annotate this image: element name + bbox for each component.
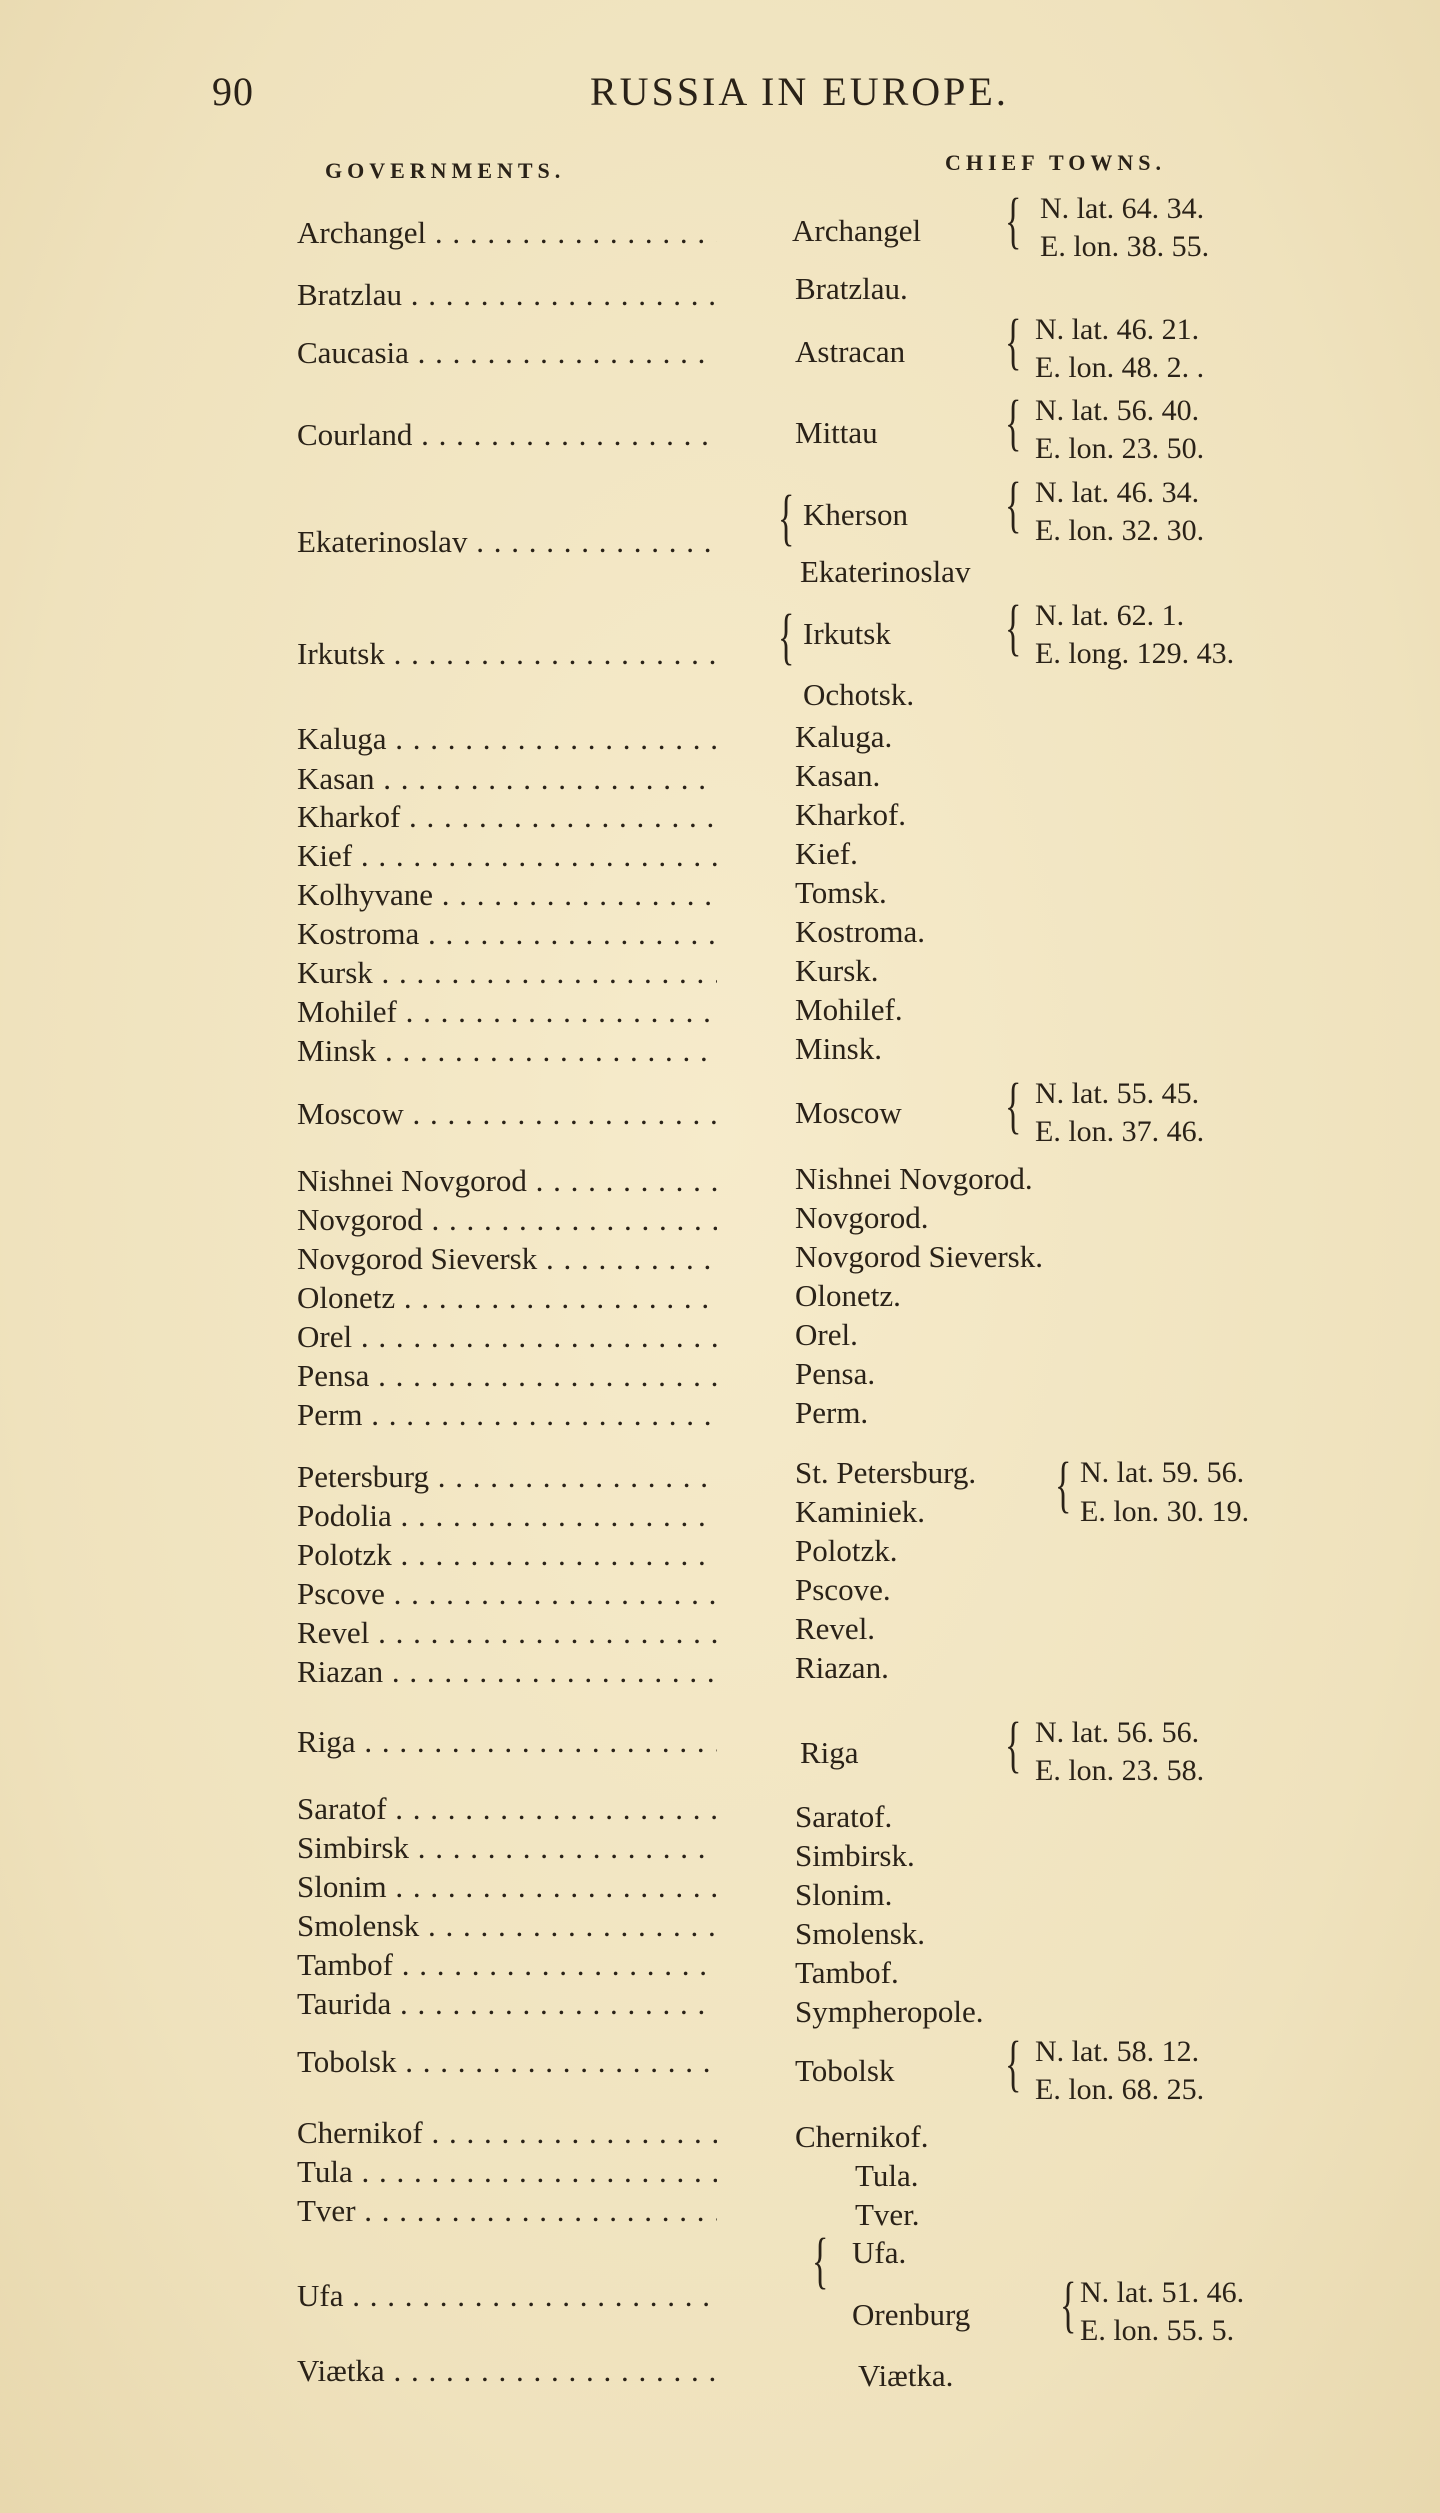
- government-entry: Nishnei Novgorod . . .: [297, 1162, 717, 1200]
- coordinate-lat: N. lat. 46. 34.: [1035, 476, 1200, 509]
- brace-icon: {: [1005, 187, 1022, 255]
- government-entry: Mohilef . . .: [297, 993, 717, 1031]
- coordinate-lat: N. lat. 58. 12.: [1035, 2035, 1200, 2068]
- coordinate-lat: N. lat. 59. 56.: [1080, 1456, 1245, 1489]
- government-entry: Kursk . . .: [297, 954, 717, 992]
- brace-icon: {: [778, 484, 795, 552]
- town-entry: Ekaterinoslav: [800, 554, 971, 589]
- town-entry: Orel.: [795, 1317, 858, 1352]
- coordinate-lat: N. lat. 46. 21.: [1035, 313, 1200, 346]
- town-entry: Chernikof.: [795, 2119, 929, 2154]
- government-entry: Chernikof . . .: [297, 2114, 717, 2152]
- town-entry: Pscove.: [795, 1572, 891, 1607]
- brace-icon: {: [1060, 2271, 1077, 2339]
- coordinate-lat: N. lat. 51. 46.: [1080, 2276, 1245, 2309]
- town-entry: Kasan.: [795, 758, 881, 793]
- government-entry: Riazan . . .: [297, 1653, 717, 1691]
- town-entry: Tomsk.: [795, 875, 887, 910]
- town-entry: Orenburg: [852, 2297, 971, 2332]
- government-entry: Viætka . . .: [297, 2352, 717, 2390]
- page-title: RUSSIA IN EUROPE.: [590, 69, 1009, 114]
- town-entry: Kharkof.: [795, 797, 907, 832]
- government-entry: Olonetz . . .: [297, 1279, 717, 1317]
- government-entry: Ekaterinoslav . . .: [297, 523, 717, 561]
- coordinate-lon: E. lon. 30. 19.: [1080, 1495, 1250, 1528]
- government-entry: Smolensk . . .: [297, 1907, 717, 1945]
- government-entry: Taurida . . .: [297, 1985, 717, 2023]
- town-entry: Tobolsk: [795, 2053, 895, 2088]
- coordinate-lon: E. lon. 23. 58.: [1035, 1754, 1205, 1787]
- town-entry: Tver.: [855, 2197, 920, 2232]
- government-entry: Moscow . . .: [297, 1095, 717, 1133]
- brace-icon: {: [778, 603, 795, 671]
- town-entry: Simbirsk.: [795, 1838, 915, 1873]
- page-header: [0, 68, 1440, 128]
- town-entry: Revel.: [795, 1611, 876, 1646]
- town-entry: Irkutsk: [803, 616, 891, 651]
- coordinate-lon: E. long. 129. 43.: [1035, 637, 1235, 670]
- coordinate-lon: E. lon. 32. 30.: [1035, 514, 1205, 547]
- town-entry: Astracan: [795, 334, 906, 369]
- town-entry: Minsk.: [795, 1031, 882, 1066]
- town-entry: Moscow: [795, 1095, 902, 1130]
- brace-icon: {: [1005, 2030, 1022, 2098]
- coordinate-lat: N. lat. 55. 45.: [1035, 1077, 1200, 1110]
- government-entry: Kolhyvane . . .: [297, 876, 717, 914]
- government-entry: Tver . . .: [297, 2192, 717, 2230]
- town-entry: Tambof.: [795, 1955, 899, 1990]
- town-entry: Tula.: [855, 2158, 919, 2193]
- government-entry: Tobolsk . . .: [297, 2043, 717, 2081]
- government-entry: Bratzlau . . .: [297, 276, 717, 314]
- town-entry: Viætka.: [858, 2358, 954, 2393]
- town-entry: Pensa.: [795, 1356, 876, 1391]
- government-entry: Saratof . . .: [297, 1790, 717, 1828]
- town-entry: Saratof.: [795, 1799, 893, 1834]
- town-entry: Novgorod.: [795, 1200, 929, 1235]
- government-entry: Kaluga . . .: [297, 720, 717, 758]
- brace-icon: {: [1005, 594, 1022, 662]
- page-number: 90: [212, 69, 254, 114]
- brace-icon: {: [1005, 389, 1022, 457]
- coordinate-lon: E. lon. 55. 5.: [1080, 2314, 1235, 2347]
- brace-icon: {: [1005, 308, 1022, 376]
- town-entry: Smolensk.: [795, 1916, 926, 1951]
- town-entry: Olonetz.: [795, 1278, 901, 1313]
- town-entry: Ufa.: [852, 2235, 907, 2270]
- town-entry: Sympheropole.: [795, 1994, 984, 2029]
- brace-icon: {: [1005, 1072, 1022, 1140]
- brace-icon: {: [812, 2227, 829, 2295]
- town-entry: Riga: [800, 1735, 859, 1770]
- government-entry: Simbirsk . . .: [297, 1829, 717, 1867]
- governments-heading: GOVERNMENTS.: [325, 158, 566, 183]
- town-entry: Ochotsk.: [803, 677, 915, 712]
- government-entry: Orel . . .: [297, 1318, 717, 1356]
- government-entry: Kharkof . . .: [297, 798, 717, 836]
- government-entry: Podolia . . .: [297, 1497, 717, 1535]
- town-entry: Kaluga.: [795, 719, 893, 754]
- brace-icon: {: [1055, 1451, 1072, 1519]
- town-entry: Kief.: [795, 836, 858, 871]
- coordinate-lon: E. lon. 38. 55.: [1040, 230, 1210, 263]
- government-entry: Courland . . .: [297, 416, 717, 454]
- government-entry: Pscove . . .: [297, 1575, 717, 1613]
- town-entry: Kaminiek.: [795, 1494, 925, 1529]
- town-entry: Riazan.: [795, 1650, 889, 1685]
- coordinate-lon: E. lon. 23. 50.: [1035, 432, 1205, 465]
- coordinate-lon: E. lon. 68. 25.: [1035, 2073, 1205, 2106]
- government-entry: Kasan . . .: [297, 760, 717, 798]
- town-entry: Novgorod Sieversk.: [795, 1239, 1043, 1274]
- government-entry: Tambof . . .: [297, 1946, 717, 1984]
- government-entry: Tula . . .: [297, 2153, 717, 2191]
- town-entry: Bratzlau.: [795, 271, 908, 306]
- town-entry: Kursk.: [795, 953, 879, 988]
- government-entry: Novgorod Sieversk . . .: [297, 1240, 717, 1278]
- government-entry: Petersburg . . .: [297, 1458, 717, 1496]
- government-entry: Minsk . . .: [297, 1032, 717, 1070]
- government-entry: Slonim . . .: [297, 1868, 717, 1906]
- government-entry: Revel . . .: [297, 1614, 717, 1652]
- government-entry: Polotzk . . .: [297, 1536, 717, 1574]
- coordinate-lon: E. lon. 48. 2. .: [1035, 351, 1205, 384]
- town-entry: St. Petersburg.: [795, 1455, 977, 1490]
- town-entry: Polotzk.: [795, 1533, 898, 1568]
- coordinate-lat: N. lat. 56. 40.: [1035, 394, 1200, 427]
- town-entry: Mohilef.: [795, 992, 903, 1027]
- coordinate-lat: N. lat. 56. 56.: [1035, 1716, 1200, 1749]
- town-entry: Mittau: [795, 415, 878, 450]
- town-entry: Kostroma.: [795, 914, 926, 949]
- town-entry: Nishnei Novgorod.: [795, 1161, 1033, 1196]
- coordinate-lat: N. lat. 62. 1.: [1035, 599, 1185, 632]
- government-entry: Irkutsk . . .: [297, 635, 717, 673]
- government-entry: Riga . . .: [297, 1723, 717, 1761]
- coordinate-lat: N. lat. 64. 34.: [1040, 192, 1205, 225]
- government-entry: Kief . . .: [297, 837, 717, 875]
- town-entry: Slonim.: [795, 1877, 893, 1912]
- coordinate-lon: E. lon. 37. 46.: [1035, 1115, 1205, 1148]
- town-entry: Perm.: [795, 1395, 869, 1430]
- town-entry: Kherson: [803, 497, 909, 532]
- brace-icon: {: [1005, 471, 1022, 539]
- government-entry: Pensa . . .: [297, 1357, 717, 1395]
- government-entry: Perm . . .: [297, 1396, 717, 1434]
- government-entry: Kostroma . . .: [297, 915, 717, 953]
- government-entry: Novgorod . . .: [297, 1201, 717, 1239]
- brace-icon: {: [1005, 1711, 1022, 1779]
- government-entry: Caucasia . . .: [297, 334, 717, 372]
- government-entry: Archangel . . .: [297, 214, 717, 252]
- chief-towns-heading: CHIEF TOWNS.: [945, 150, 1166, 175]
- town-entry: Archangel: [792, 213, 922, 248]
- government-entry: Ufa . . .: [297, 2277, 717, 2315]
